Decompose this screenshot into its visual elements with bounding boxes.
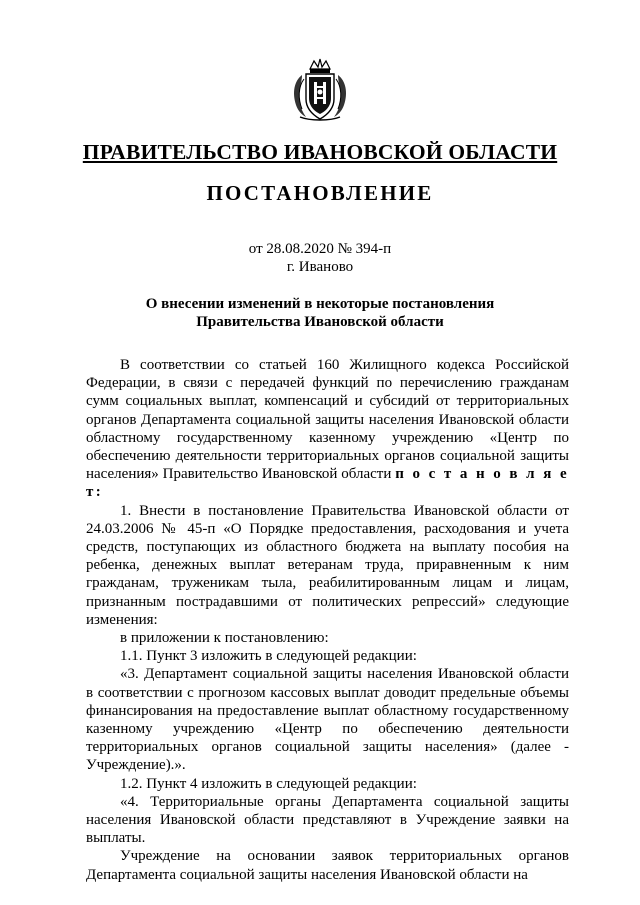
document-city: г. Иваново — [286, 259, 354, 275]
document-title-line-2: Правительства Ивановской области — [196, 314, 444, 330]
body-paragraph: «3. Департамент социальной защиты населения Ивановской области в соответствии с прогнозом кассовых выплат доводит предельные объемы финансирования на предоставление выплат областному государственному казенному учреждению «Центр по обеспечению деятельности территориальных органов социальной защиты населения» (далее - Учреждение).». — [86, 666, 569, 774]
organization-name: ПРАВИТЕЛЬСТВО ИВАНОВСКОЙ ОБЛАСТИ — [82, 140, 558, 164]
body-paragraph: 1.2. Пункт 4 изложить в следующей редакции: — [120, 775, 417, 792]
document-type: ПОСТАНОВЛЕНИЕ — [206, 181, 434, 205]
body-paragraph: 1.1. Пункт 3 изложить в следующей редакции: — [120, 648, 417, 665]
body-paragraph: в приложении к постановлению: — [120, 630, 329, 647]
decree-word: п о с т а н о в л я е т: — [86, 466, 570, 501]
body-paragraph: Учреждение на основании заявок территориальных органов Департамента социальной защиты населения Ивановской области на — [86, 848, 569, 883]
document-title-line-1: О внесении изменений в некоторые постановления — [145, 296, 495, 312]
preamble-text: В соответствии со статьей 160 Жилищного кодекса Российской Федерации, в связи с передачей функций по перечислению гражданам сумм социальных выплат, компенсаций и субсидий от территориальных органов Департамента социальной защиты населения Ивановской области областному государственному казенному учреждению «Центр по обеспечению деятельности территориальных органов социальной защиты населения» Правительство Ивановской области — [86, 357, 569, 483]
preamble-paragraph — [86, 356, 569, 502]
body-paragraph: «4. Территориальные органы Департамента социальной защиты населения Ивановской области представляют в Учреждение заявки на выплаты. — [86, 793, 569, 847]
body-paragraph: 1. Внести в постановление Правительства Ивановской области от 24.03.2006 № 45-п «О Порядке предоставления, расходования и учета средств, поступающих из областного бюджета на выплату пособия на ребенка, денежных выплат ветеранам труда, приравненным к ним гражданам, труженикам тыла, реабилитированным лицам и лицам, признанным пострадавшими от политических репрессий» следующие изменения: — [86, 502, 569, 628]
document-body — [86, 356, 569, 884]
ivanovo-coat-of-arms-icon — [290, 57, 350, 123]
document-date-number: от 28.08.2020 № 394-п — [248, 241, 392, 257]
